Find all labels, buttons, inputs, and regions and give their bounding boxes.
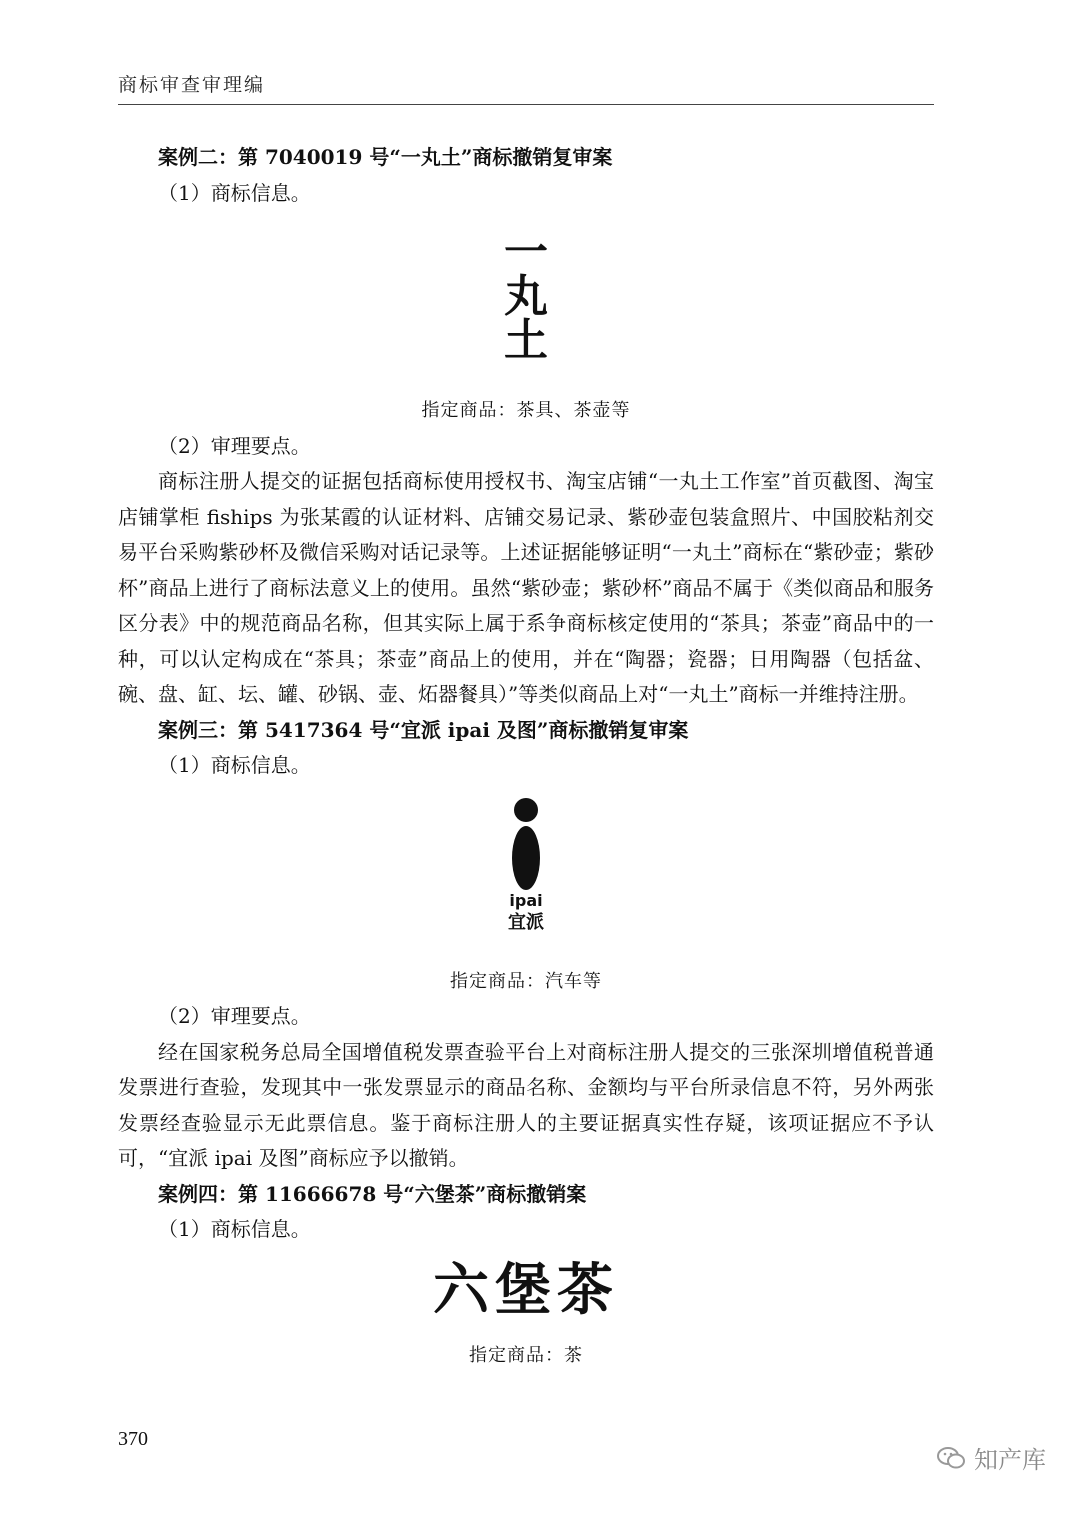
logo-body (512, 826, 540, 890)
case2-points-label: （2）审理要点。 (158, 433, 311, 458)
case4-title: 案例四：第 11666678 号“六堡茶”商标撤销案 (158, 1181, 587, 1206)
mark-char: 土 (504, 315, 548, 366)
logo-dot (514, 798, 538, 822)
logo-text-en: ipai (509, 890, 543, 910)
case3-title: 案例三：第 5417364 号“宜派 ipai 及图”商标撤销复审案 (158, 717, 689, 742)
page-number: 370 (118, 1428, 148, 1450)
case2-info-label: （1）商标信息。 (158, 180, 311, 205)
header-divider (118, 104, 934, 105)
case2-caption: 指定商品：茶具、茶壶等 (421, 400, 631, 421)
watermark-text: 知产库 (974, 1446, 1046, 1474)
case3-paragraph: 经在国家税务总局全国增值税发票查验平台上对商标注册人提交的三张深圳增值税普通发票进行查验，发现其中一张发票显示的商品名称、金额均与平台所录信息不符，另外两张发票经查验显示无此票信息。鉴于商标注册人的主要证据真实性存疑，该项证据应不予认可，“宜派 ipai 及图”商标应予以撤销。 (118, 1039, 934, 1170)
mark-char: 一 (504, 227, 548, 278)
page-body (118, 140, 934, 1373)
case3-info-label: （1）商标信息。 (158, 753, 311, 777)
ipai-logo (486, 796, 566, 936)
case2-paragraph: 商标注册人提交的证据包括商标使用授权书、淘宝店铺“一丸土工作室”首页截图、淘宝店铺掌柜 fiships 为张某霞的认证材料、店铺交易记录、紫砂壶包装盒照片、中国胶粘剂交易平台采购紫砂杯及微信采购对话记录等。上述证据能够证明“一丸土”商标在“紫砂壶；紫砂杯”商品上进行了商标法意义上的使用。虽然“紫砂壶；紫砂杯”商品不属于《类似商品和服务区分表》中的规范商品名称，但其实际上属于系争商标核定使用的“茶具；茶壶”商品中的一种，可以认定构成在“茶具；茶壶”商品上的使用，并在“陶器；瓷器；日用陶器（包括盆、碗、盘、缸、坛、罐、砂锅、壶、炻器餐具）”等类似商品上对“一丸土”商标一并维持注册。 (118, 469, 934, 706)
case3-caption: 指定商品：汽车等 (450, 970, 602, 992)
case3-points-label: （2）审理要点。 (158, 1004, 311, 1028)
case4-caption: 指定商品：茶 (469, 1344, 583, 1366)
case3-mark-figure (118, 784, 934, 964)
case4-mark-figure (118, 1248, 934, 1338)
wechat-icon (936, 1445, 966, 1471)
trademark-liubaocha: 六堡茶 (433, 1256, 619, 1323)
watermark (936, 1440, 1046, 1475)
case2-title: 案例二：第 7040019 号“一丸土”商标撤销复审案 (158, 145, 613, 169)
running-header: 商标审查审理编 (118, 74, 266, 96)
mark-char: 丸 (504, 271, 548, 322)
case2-mark-figure (118, 211, 934, 393)
case4-info-label: （1）商标信息。 (158, 1217, 311, 1241)
logo-text-cn: 宜派 (508, 911, 544, 933)
trademark-yiwantu (494, 223, 558, 371)
